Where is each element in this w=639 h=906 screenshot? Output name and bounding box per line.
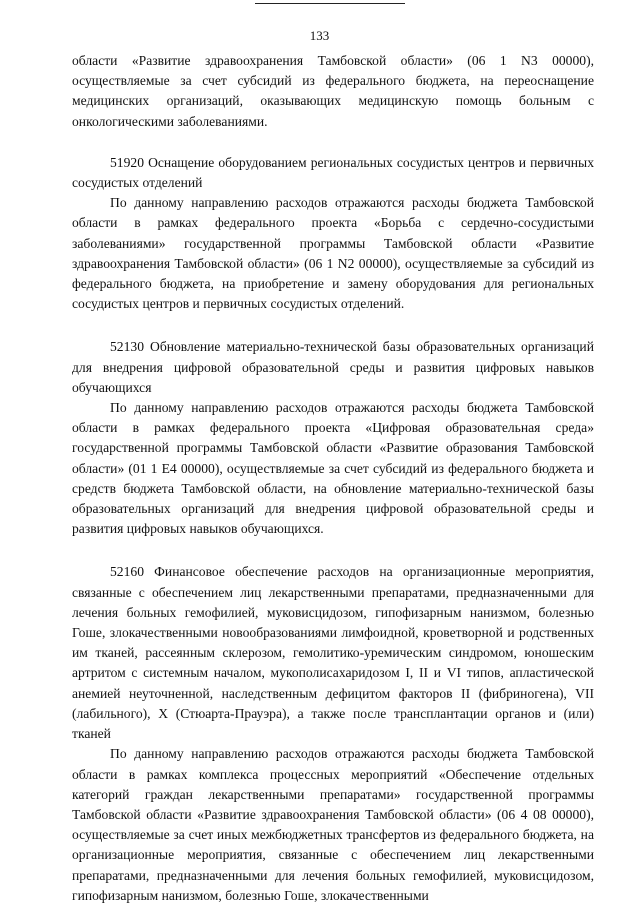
paragraph-52130-body: По данному направлению расходов отражаются расходы бюджета Тамбовской области в рамках федерального проекта «Цифровая образовательная среда» государственной программы Тамбовской области «Развитие образования Тамбовской области» (01 1 E4 00000), осуществляемые за счет субсидий из федерального бюджета и средств бюджета Тамбовской области, на обновление материально-технической базы образовательных организаций для внедрения цифровой образовательной среды и развития цифровых навыков обучающихся. <box>72 400 594 537</box>
section-heading-52130: 52130 Обновление материально-технической базы образовательных организаций для внедрения цифровой образовательной среды и развития цифровых навыков обучающихся <box>72 339 594 395</box>
section-heading-52160: 52160 Финансовое обеспечение расходов на организационные мероприятия, связанные с обеспечением лиц лекарственными препаратами, предназначенными для лечения больных гемофилией, муковисцидозом, гипофизарным нанизмом, болезнью Гоше, злокачественными новообразованиями лимфоидной, кроветворной и родственных им тканей, рассеянным склерозом, гемолитико-уремическим синдромом, юношеским артритом с системным началом, мукополисахаридозом I, II и VI типов, апластической анемией неуточненной, наследственным дефицитом факторов II (фибриногена), VII (лабильного), X (Стюарта-Прауэра), а также после трансплантации органов и (или) тканей <box>72 564 594 742</box>
paragraph-continuation: области «Развитие здравоохранения Тамбовской области» (06 1 N3 00000), осуществляемые за счет субсидий из федерального бюджета, на переоснащение медицинских организаций, оказывающих медицинскую помощь больным с онкологическими заболеваниями. <box>72 53 594 129</box>
scan-line-artifact <box>255 0 405 4</box>
section-heading-51920: 51920 Оснащение оборудованием региональных сосудистых центров и первичных сосудистых отделений <box>72 154 594 191</box>
page-number: 133 <box>309 28 330 43</box>
document-body <box>72 51 594 906</box>
paragraph-52160-body: По данному направлению расходов отражаются расходы бюджета Тамбовской области в рамках комплекса процессных мероприятий «Обеспечение отдельных категорий граждан лекарственными препаратами» государственной программы Тамбовской области «Развитие здравоохранения Тамбовской области» (06 4 08 00000), осуществляемые за счет иных межбюджетных трансфертов из федерального бюджета, на организационные мероприятия, связанные с обеспечением лиц лекарственными препаратами, предназначенными для лечения больных гемофилией, муковисцидозом, гипофизарным нанизмом, болезнью Гоше, злокачественными <box>72 746 594 903</box>
paragraph-51920-body: По данному направлению расходов отражаются расходы бюджета Тамбовской области в рамках федерального проекта «Борьба с сердечно-сосудистыми заболеваниями» государственной программы Тамбовской области «Развитие здравоохранения Тамбовской области» (06 1 N2 00000), осуществляемые за субсидий из федерального бюджета, на приобретение и замену оборудования для региональных сосудистых центров и первичных сосудистых отделений. <box>72 195 594 312</box>
